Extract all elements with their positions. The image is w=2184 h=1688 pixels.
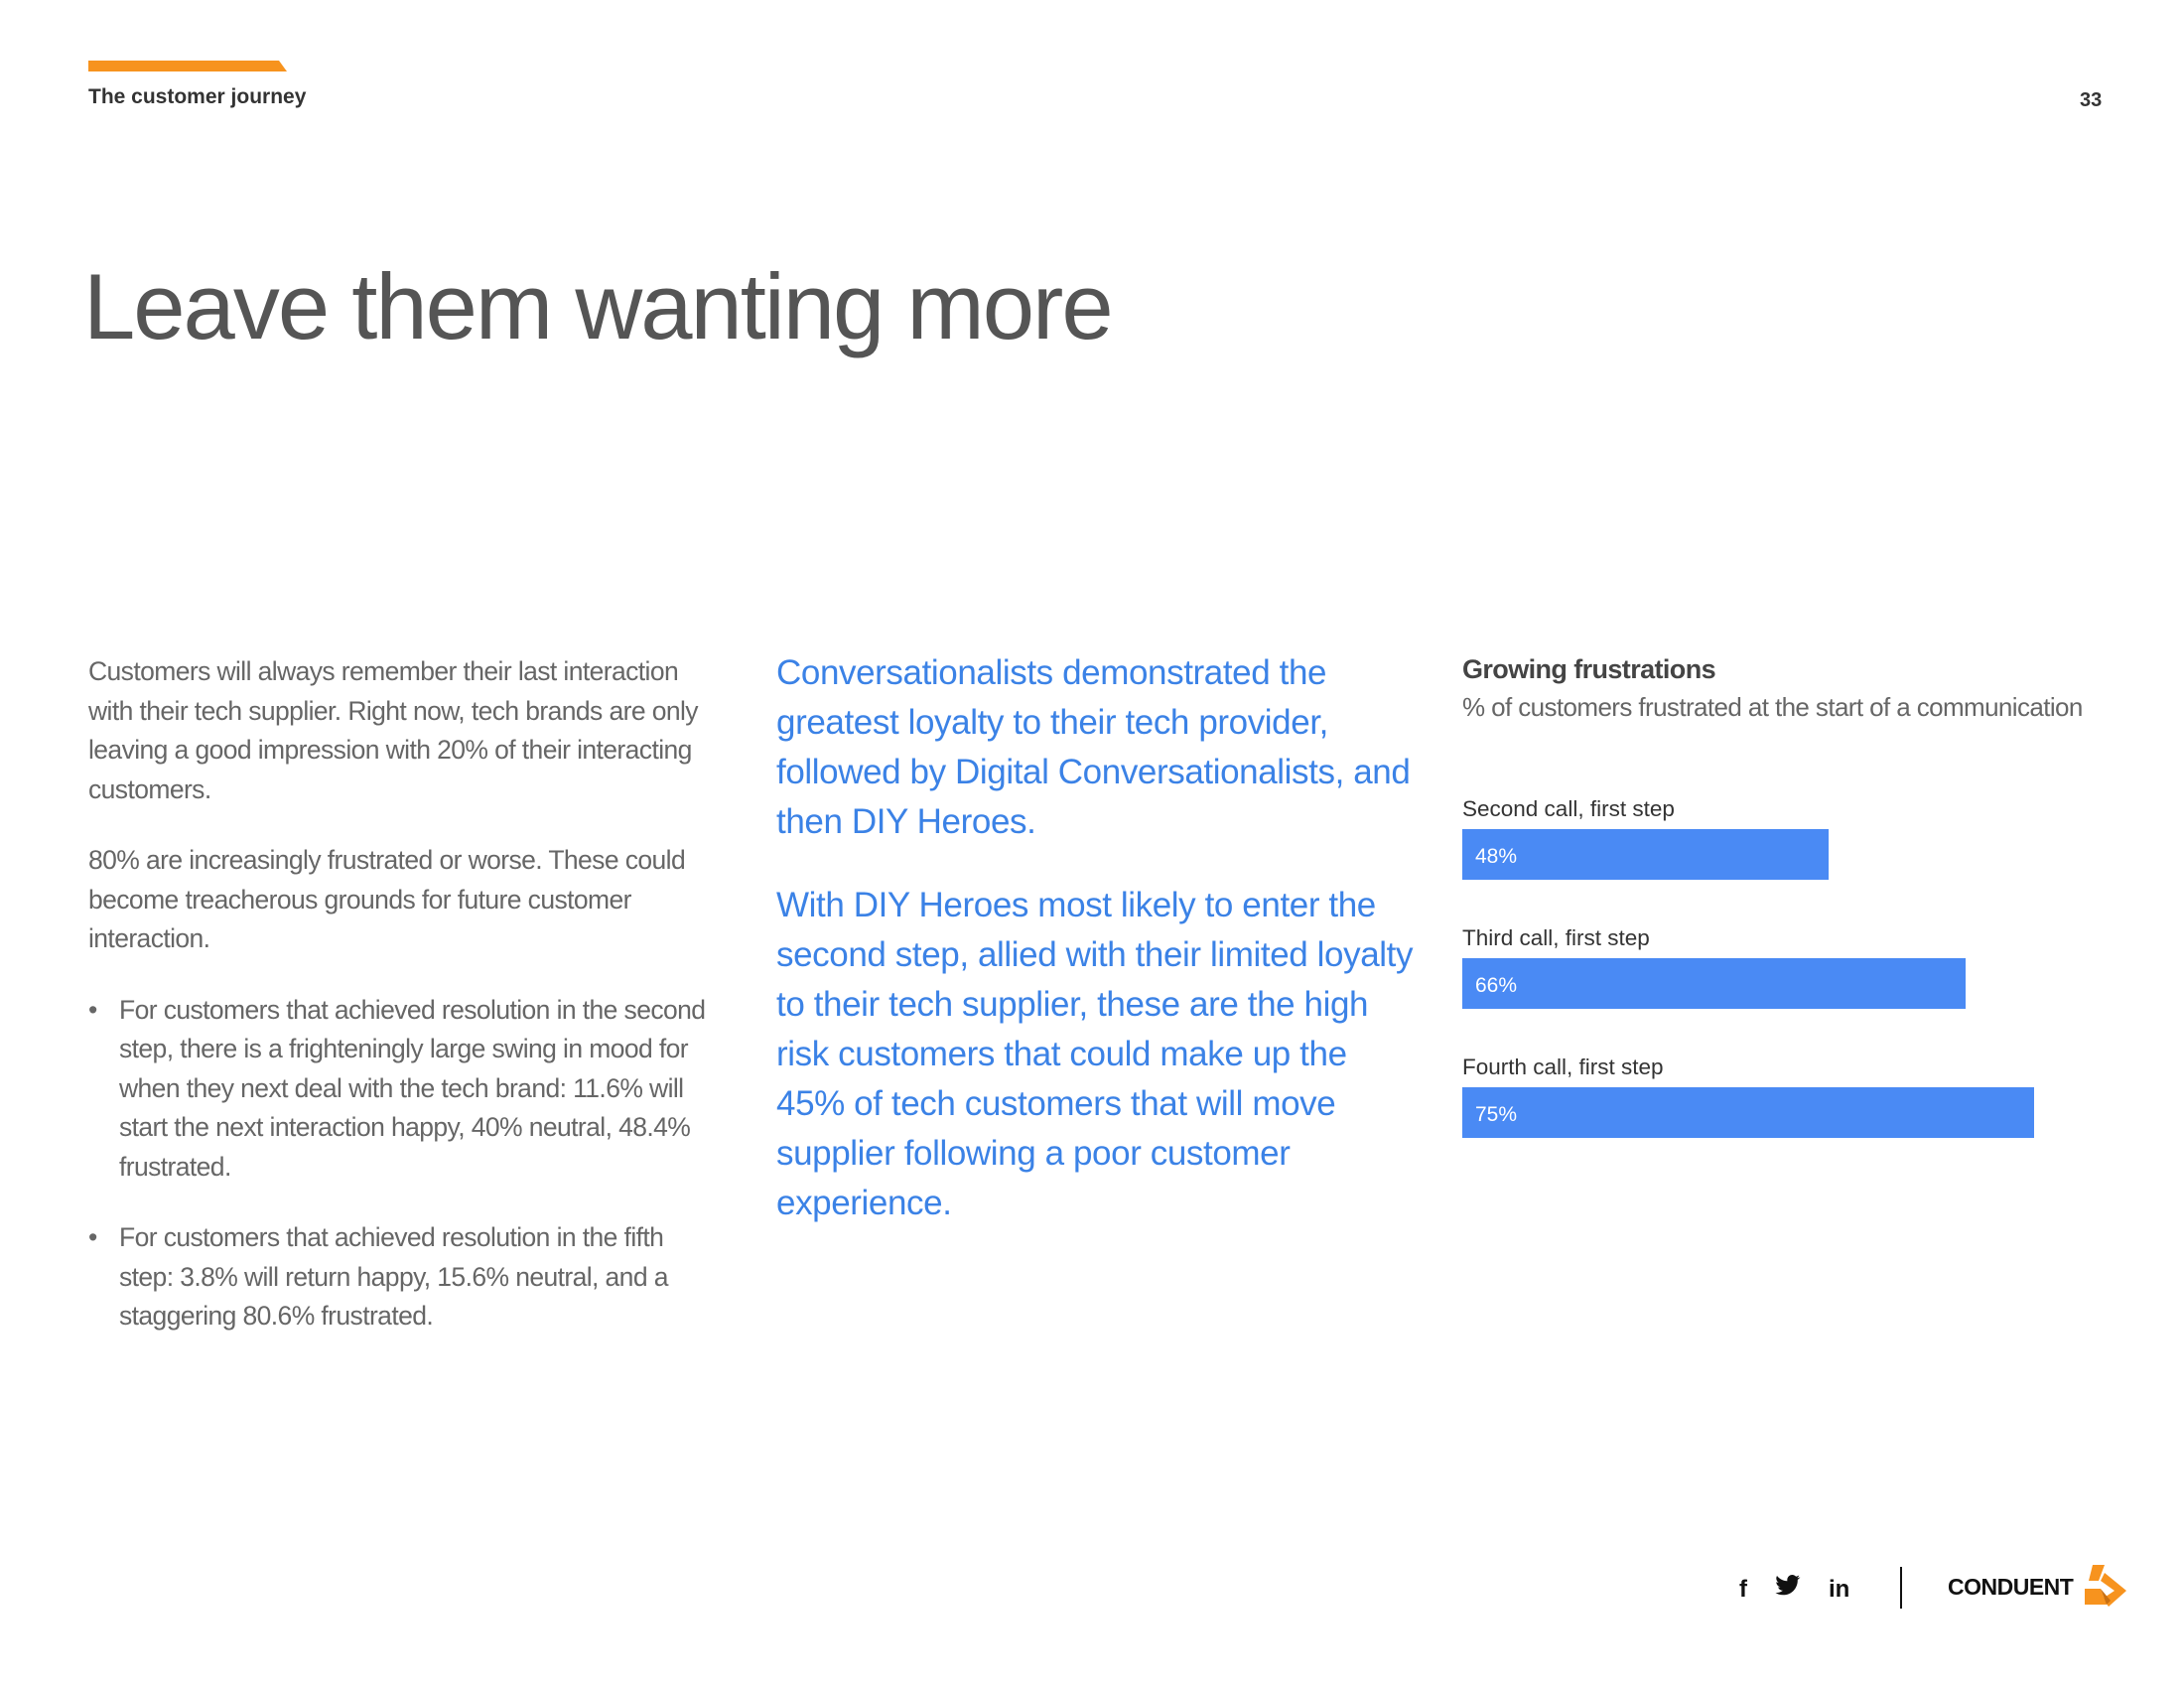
twitter-bird-glyph [1775, 1575, 1801, 1597]
brand-name: CONDUENT [1948, 1573, 2074, 1600]
chart-title: Growing frustrations [1462, 654, 1716, 684]
bar-group [1462, 921, 2098, 1009]
bullet-icon: • [88, 1222, 97, 1252]
bar-value-label: 66% [1475, 974, 1518, 997]
bar-value-label: 48% [1475, 845, 1518, 868]
bar-group [1462, 792, 2098, 880]
bar [1462, 958, 1966, 1009]
bullet-icon: • [88, 994, 97, 1025]
social-links [1739, 1568, 1849, 1612]
bar [1462, 829, 1829, 880]
bullet-item [88, 991, 709, 1188]
facebook-icon[interactable]: f [1739, 1576, 1747, 1603]
body-paragraph: Customers will always remember their last interaction with their tech supplier. Right now, tech brands are only leaving a good impression with 20% of their interacting customers. [88, 656, 698, 804]
highlight-column [776, 648, 1422, 1262]
highlight-paragraph: Conversationalists demonstrated the greatest loyalty to their tech provider, followed by Digital Conversationalists, and then DIY Heroes. [776, 653, 1411, 841]
bar-track [1462, 958, 2098, 1009]
page-title: Leave them wanting more [83, 254, 1112, 358]
conduent-logo-icon [2081, 1561, 2130, 1613]
bar-value-label: 75% [1475, 1103, 1518, 1126]
brand-logo [1948, 1561, 2130, 1613]
body-paragraph: 80% are increasingly frustrated or worse. These could become treacherous grounds for future customer interaction. [88, 845, 686, 953]
section-label: The customer journey [88, 85, 307, 108]
chart-subtitle: % of customers frustrated at the start of a communication [1462, 692, 2083, 722]
bar-track [1462, 1087, 2098, 1138]
linkedin-icon[interactable]: in [1829, 1576, 1850, 1603]
body-column-left [88, 652, 709, 1368]
bar-track [1462, 829, 2098, 880]
bullet-text: For customers that achieved resolution in the fifth step: 3.8% will return happy, 15.6% neutral, and a staggering 80.6% frustrated. [119, 1222, 668, 1331]
bar-category-label: Third call, first step [1462, 925, 1650, 950]
bar-category-label: Second call, first step [1462, 796, 1675, 821]
highlight-paragraph: With DIY Heroes most likely to enter the second step, allied with their limited loyalty to their tech supplier, these are the high risk customers that could make up the 45% of tech customers that will move supplier following a poor customer experience. [776, 886, 1414, 1222]
bullet-text: For customers that achieved resolution in the second step, there is a frighteningly large swing in mood for when they next deal with the tech brand: 11.6% will start the next interaction happy, 40% neutral, 48.4% frustrated. [119, 994, 706, 1182]
bar [1462, 1087, 2034, 1138]
bar-group [1462, 1051, 2098, 1138]
header-accent-bar [88, 61, 287, 71]
bullet-list [88, 991, 709, 1336]
frustration-chart [1462, 650, 2117, 1126]
page-number: 33 [2080, 89, 2103, 111]
bullet-item [88, 1218, 709, 1336]
bar-category-label: Fourth call, first step [1462, 1055, 1664, 1079]
twitter-icon[interactable] [1775, 1568, 1801, 1612]
footer-divider [1900, 1567, 1902, 1609]
